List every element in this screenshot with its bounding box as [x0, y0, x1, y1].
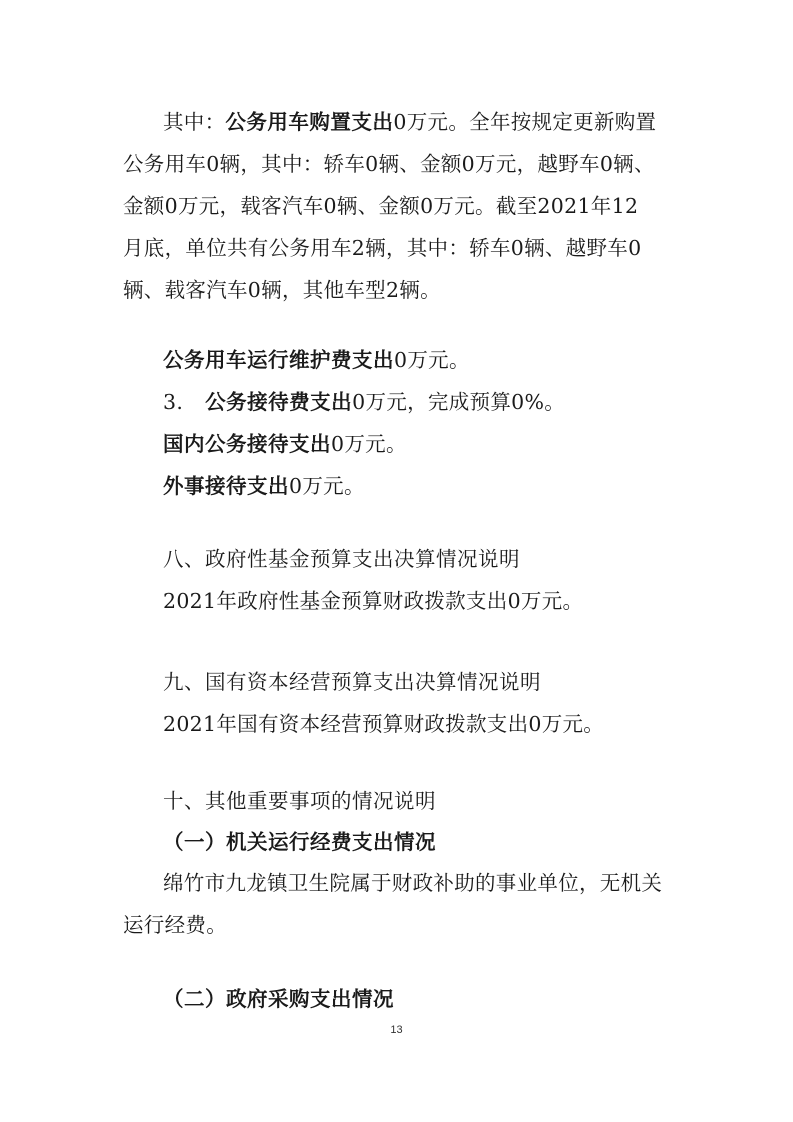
section-10-sub1-line-2: 运行经费。 [123, 913, 227, 937]
vehicle-purchase-line-2: 公务用车0辆，其中：轿车0辆、金额0万元，越野车0辆、 [123, 152, 655, 176]
vehicle-purchase-prefix: 其中： [163, 110, 226, 134]
vehicle-purchase-suffix: 0万元。全年按规定更新购置 [393, 110, 657, 134]
vehicle-purchase-label: 公务用车购置支出 [225, 110, 394, 134]
section-10-subheading-1: （一）机关运行经费支出情况 [163, 830, 436, 854]
domestic-reception-line [163, 430, 723, 458]
section-8-body: 2021年政府性基金预算财政拨款支出0万元。 [163, 589, 584, 613]
reception-line [163, 388, 723, 416]
domestic-reception-label: 国内公务接待支出 [163, 432, 331, 456]
vehicle-maintenance-value: 0万元。 [394, 348, 470, 372]
section-9-heading: 九、国有资本经营预算支出决算情况说明 [163, 670, 541, 694]
reception-label: 公务接待费支出 [205, 390, 353, 414]
vehicle-purchase-line-1 [163, 108, 723, 136]
section-9-body: 2021年国有资本经营预算财政拨款支出0万元。 [163, 712, 605, 736]
vehicle-purchase-line-4: 月底，单位共有公务用车2辆，其中：轿车0辆、越野车0 [123, 236, 642, 260]
vehicle-purchase-line-3: 金额0万元，载客汽车0辆、金额0万元。截至2021年12 [123, 194, 639, 218]
reception-number: 3. [163, 390, 184, 414]
vehicle-purchase-line-5: 辆、载客汽车0辆，其他车型2辆。 [123, 278, 441, 302]
vehicle-maintenance-line [163, 346, 723, 374]
page-number: 13 [390, 1024, 403, 1036]
vehicle-maintenance-label: 公务用车运行维护费支出 [163, 348, 394, 372]
section-10-heading: 十、其他重要事项的情况说明 [163, 789, 436, 813]
foreign-reception-label: 外事接待支出 [163, 474, 289, 498]
domestic-reception-value: 0万元。 [331, 432, 407, 456]
section-10-sub1-line-1: 绵竹市九龙镇卫生院属于财政补助的事业单位，无机关 [163, 871, 663, 895]
reception-value: 0万元，完成预算0%。 [352, 390, 566, 414]
section-10-subheading-2: （二）政府采购支出情况 [163, 987, 394, 1011]
foreign-reception-line [163, 472, 723, 500]
foreign-reception-value: 0万元。 [289, 474, 365, 498]
section-8-heading: 八、政府性基金预算支出决算情况说明 [163, 547, 520, 571]
